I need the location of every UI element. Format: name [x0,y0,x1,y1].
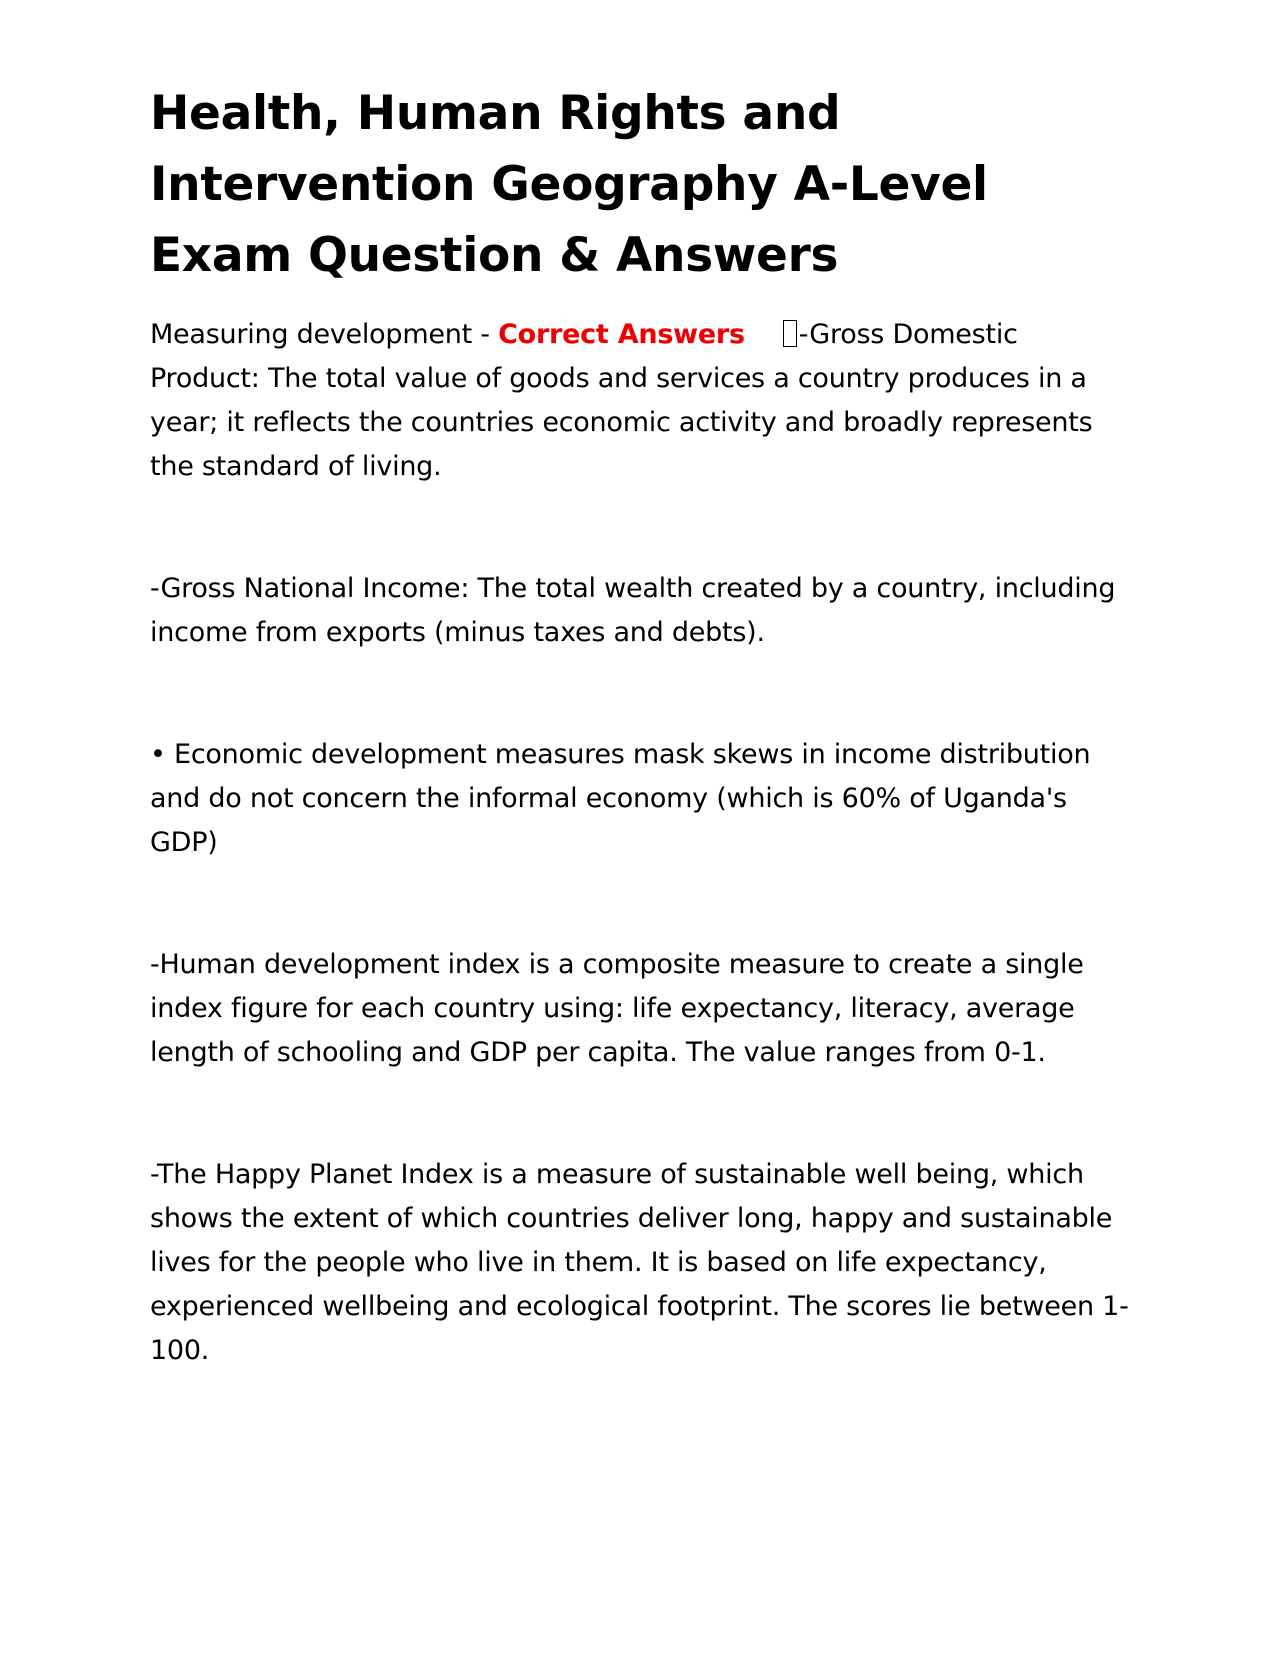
answer-hdi-paragraph: -Human development index is a composite measure to create a single index figure for each country using: life expectancy, literacy, average length of schooling and GDP per capita. The value ranges from 0-1. [150,949,1084,1068]
answer-economic-measures-paragraph: • Economic development measures mask skews in income distribution and do not concern the informal economy (which is 60% of Uganda's GDP) [150,739,1091,858]
answer-gdp-text: -Gross Domestic Product: The total value of goods and services a country produces in a year; it reflects the countries economic activity and broadly represents the standard of living. [150,319,1093,482]
document-title: Health, Human Rights and Intervention Geography A-Level Exam Question & Answers [150,86,988,283]
document-page [150,78,1130,1373]
question-prompt: Measuring development - [150,319,499,350]
question-paragraph [150,313,1130,489]
answer-gni-paragraph: -Gross National Income: The total wealth created by a country, including income from exports (minus taxes and debts). [150,573,1116,648]
correct-answers-label: Correct Answers [498,319,745,350]
missing-glyph-box-icon [783,320,797,347]
answer-happy-planet-paragraph: -The Happy Planet Index is a measure of sustainable well being, which shows the extent of which countries deliver long, happy and sustainable lives for the people who live in them. It is based on life expectancy, experienced wellbeing and ecological footprint. The scores lie between 1-100. [150,1159,1129,1366]
